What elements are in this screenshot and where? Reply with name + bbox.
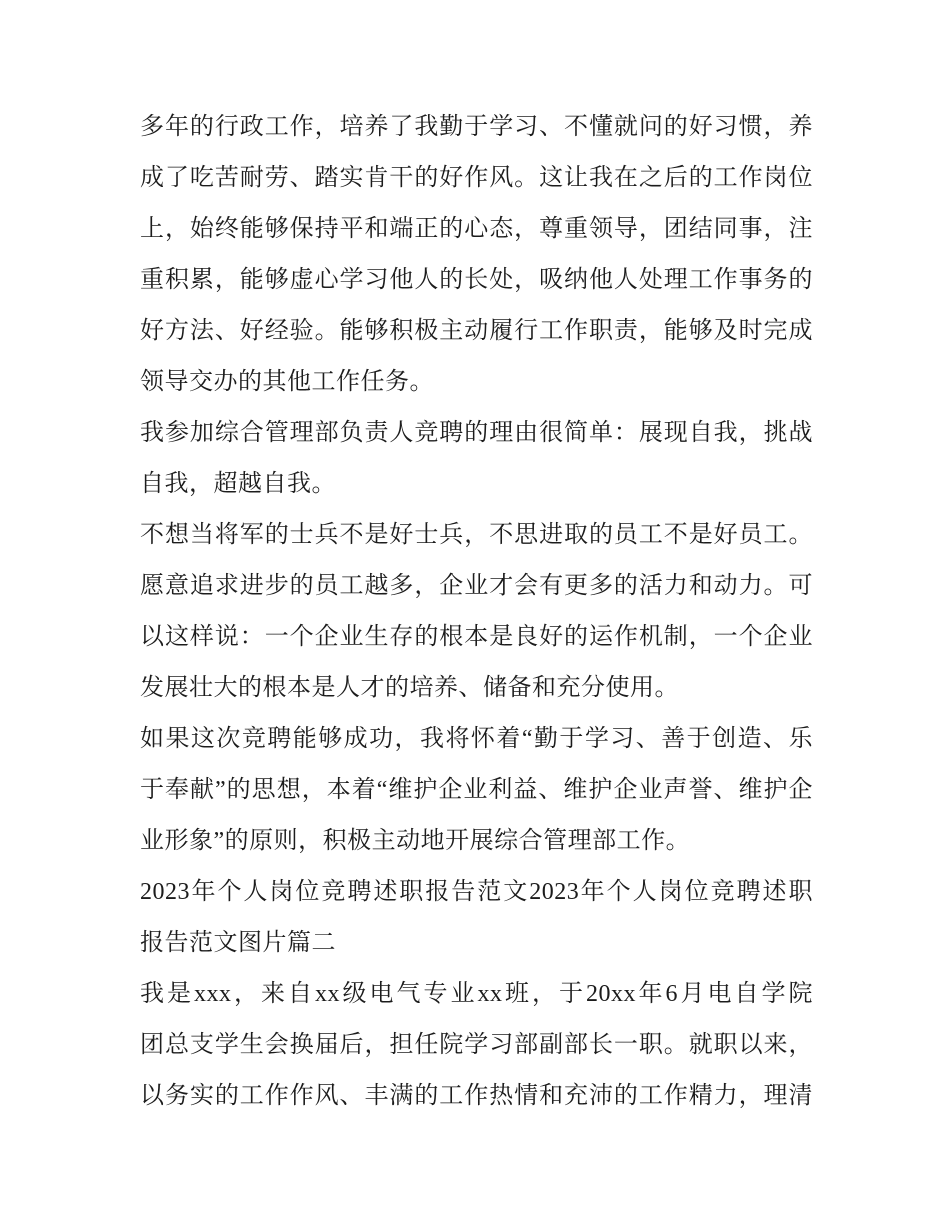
- text-line: 报告范文图片篇二: [140, 930, 336, 956]
- text-line: 自我，超越自我。: [140, 471, 336, 497]
- text-line: 于奉献”的思想，本着“维护企业利益、维护企业声誉、维护企: [140, 777, 813, 803]
- text-line: 重积累，能够虚心学习他人的长处，吸纳他人处理工作事务的: [140, 267, 813, 293]
- text-line: 愿意追求进步的员工越多，企业才会有更多的活力和动力。可: [140, 573, 813, 599]
- text-line: 我是xxx，来自xx级电气专业xx班，于20xx年6月电自学院: [140, 981, 813, 1007]
- text-line: 发展壮大的根本是人才的培养、储备和充分使用。: [140, 675, 679, 701]
- text-line: 多年的行政工作，培养了我勤于学习、不懂就问的好习惯，养: [140, 114, 813, 140]
- text-line: 如果这次竞聘能够成功，我将怀着“勤于学习、善于创造、乐: [140, 726, 813, 752]
- text-line: 上，始终能够保持平和端正的心态，尊重领导，团结同事，注: [140, 216, 813, 242]
- text-line: 成了吃苦耐劳、踏实肯干的好作风。这让我在之后的工作岗位: [140, 165, 813, 191]
- text-line: 我参加综合管理部负责人竞聘的理由很简单：展现自我，挑战: [140, 420, 813, 446]
- text-line: 好方法、好经验。能够积极主动履行工作职责，能够及时完成: [140, 318, 813, 344]
- text-line: 以这样说：一个企业生存的根本是良好的运作机制，一个企业: [140, 624, 813, 650]
- document-text-block: [140, 102, 813, 1122]
- text-line: 领导交办的其他工作任务。: [140, 369, 434, 395]
- text-line: 业形象”的原则，积极主动地开展综合管理部工作。: [140, 828, 691, 854]
- text-line: 2023年个人岗位竞聘述职报告范文2023年个人岗位竞聘述职: [140, 879, 813, 905]
- text-line: 团总支学生会换届后，担任院学习部副部长一职。就职以来，: [140, 1032, 813, 1058]
- text-line: 不想当将军的士兵不是好士兵，不思进取的员工不是好员工。: [140, 522, 813, 548]
- text-line: 以务实的工作作风、丰满的工作热情和充沛的工作精力，理清: [140, 1083, 813, 1109]
